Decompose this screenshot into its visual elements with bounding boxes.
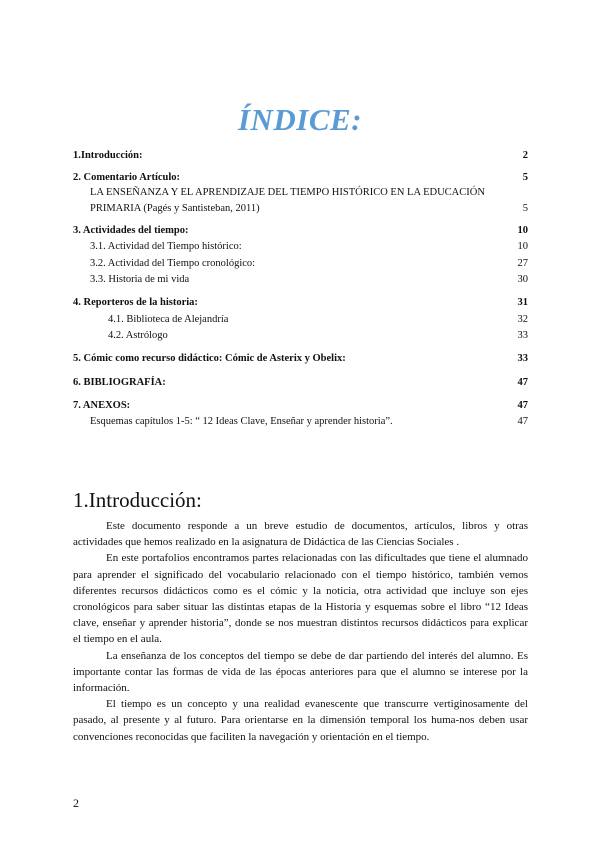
toc-entry-title: 3.1. Actividad del Tiempo histórico: [90, 241, 242, 252]
toc-entry-page: 33 [517, 353, 528, 364]
toc-entry-title: 3.2. Actividad del Tiempo cronológico: [90, 258, 256, 269]
body-text [73, 518, 528, 745]
toc-entry-title: 7. ANEXOS: [73, 400, 131, 411]
toc-entry-page: 10 [517, 241, 528, 252]
toc-entry-title: 2. Comentario Artículo: [73, 172, 181, 183]
paragraph: En este portafolios encontramos partes relacionadas con las dificultades que tiene el alumnado para aprender el significado del vocabulario relacionado con el tiempo histórico, también vemos diferentes recursos didácticos como es el cómic y la noticia, otra actividad que incluye son ejes cronológicos para saber situar las distintas etapas de la Historia y esquemas sobre el libro “12 Ideas clave, enseñar y aprender historia”, donde se nos muestran distintos recursos didácticos para explicar el tiempo en el aula. [73, 552, 528, 646]
toc-entry[interactable] [73, 330, 528, 344]
toc-entry-page: 2 [522, 150, 528, 161]
paragraph: El tiempo es un concepto y una realidad evanescente que transcurre vertiginosamente del pasado, al presente y al futuro. Para orientarse en la dimensión temporal los huma-nos deben usar convenciones reconocidas que faciliten la navegación y orientación en el tiempo. [73, 698, 528, 743]
toc-entry-title: LA ENSEÑANZA Y EL APRENDIZAJE DEL TIEMPO HISTÓRICO EN LA EDUCACIÓN [90, 187, 485, 198]
toc-entry[interactable] [73, 241, 528, 255]
toc-entry-title: PRIMARIA (Pagés y Santisteban, 2011) [90, 203, 260, 214]
toc-entry-page: 10 [517, 225, 528, 236]
toc-entry-title: 6. BIBLIOGRAFÍA: [73, 377, 166, 388]
toc-entry-title: 4.2. Astrólogo [108, 330, 168, 341]
toc-entry-title: Esquemas capítulos 1-5: “ 12 Ideas Clave, Enseñar y aprender historia”. [90, 416, 393, 427]
toc-entry-page: 5 [522, 203, 528, 214]
toc-entry[interactable] [73, 203, 528, 217]
toc-entry-page: 32 [517, 314, 528, 325]
toc-entry[interactable] [73, 150, 528, 164]
toc-entry-page: 27 [517, 258, 528, 269]
toc-entry[interactable] [73, 187, 528, 201]
toc-entry-title: 1.Introducción: [73, 150, 143, 161]
toc-entry[interactable] [73, 274, 528, 288]
toc-entry-title: 3. Actividades del tiempo: [73, 225, 189, 236]
toc-entry[interactable] [73, 377, 528, 391]
toc-entry[interactable] [73, 314, 528, 328]
toc-entry[interactable] [73, 225, 528, 239]
toc-entry-page: 31 [517, 297, 528, 308]
toc-entry[interactable] [73, 353, 528, 367]
toc-entry[interactable] [73, 172, 528, 186]
toc-entry-page: 33 [517, 330, 528, 341]
toc-entry-page: 47 [517, 416, 528, 427]
page-number: 2 [73, 796, 79, 810]
toc-entry[interactable] [73, 297, 528, 311]
toc-entry-title: 5. Cómic como recurso didáctico: Cómic de Asterix y Obelix: [73, 353, 346, 364]
toc-entry-title: 3.3. Historia de mi vida [90, 274, 190, 285]
paragraph: La enseñanza de los conceptos del tiempo se debe de dar partiendo del interés del alumno. Es importante contar las formas de vida de las épocas anteriores para que el alumno se interese por la información. [73, 649, 528, 695]
toc-entry[interactable] [73, 258, 528, 272]
toc-entry-title: 4. Reporteros de la historia: [73, 297, 198, 308]
toc-entry-page: 5 [522, 172, 528, 183]
toc-entry[interactable] [73, 416, 528, 430]
toc-entry-title: 4.1. Biblioteca de Alejandría [108, 314, 229, 325]
toc-entry[interactable] [73, 400, 528, 414]
toc-entry-page: 47 [517, 400, 528, 411]
index-title: ÍNDICE: [237, 102, 363, 137]
toc-entry-page: 47 [517, 377, 528, 388]
paragraph: Este documento responde a un breve estudio de documentos, artículos, libros y otras actividades que hemos realizado en la asignatura de Didáctica de las Ciencias Sociales . [73, 520, 528, 549]
section-heading: 1.Introducción: [73, 488, 202, 512]
toc-entry-page: 30 [517, 274, 528, 285]
